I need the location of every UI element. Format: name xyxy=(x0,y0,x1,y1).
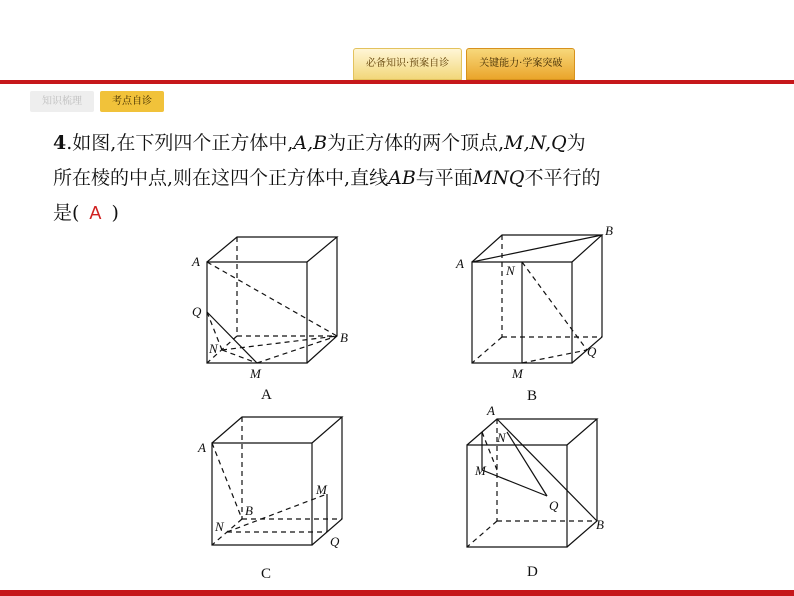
label-c-point-b: B xyxy=(245,503,253,518)
label-b-point-m: M xyxy=(512,366,523,381)
caption-c: C xyxy=(261,566,272,582)
cube-a-hidden-edges xyxy=(207,237,337,363)
cube-figure-a xyxy=(207,237,337,363)
label-c-point-a: A xyxy=(198,440,206,455)
label-d-point-n: N xyxy=(497,430,506,445)
footer-divider xyxy=(0,590,794,596)
caption-b: B xyxy=(527,388,538,404)
label-a-point-a: A xyxy=(192,254,200,269)
label-a-point-m: M xyxy=(250,366,261,381)
question-line-1: 4.如图,在下列四个正方体中,A,B为正方体的两个顶点,M,N,Q为 xyxy=(53,132,586,154)
label-b-point-q: Q xyxy=(587,344,597,359)
cube-c-front-face xyxy=(212,443,312,545)
cube-figure-b xyxy=(472,235,602,363)
tab-key-abilities[interactable]: 关键能力·学案突破 xyxy=(466,48,575,80)
question-line-2: 所在棱的中点,则在这四个正方体中,直线AB与平面MNQ不平行的 xyxy=(53,167,601,189)
label-b-point-b: B xyxy=(605,223,613,238)
cube-b-hidden-edges xyxy=(472,235,602,363)
cube-a-top-edges xyxy=(207,237,337,262)
label-a-point-b: B xyxy=(340,330,348,345)
cube-d-ab-line xyxy=(497,419,597,521)
caption-d: D xyxy=(527,564,538,580)
cube-b-ab-line xyxy=(472,235,602,262)
label-c-point-n: N xyxy=(215,519,224,534)
label-c-point-q: Q xyxy=(330,534,340,549)
subtab-knowledge-review[interactable]: 知识梳理 xyxy=(30,91,94,112)
label-d-point-a: A xyxy=(487,403,495,418)
cube-figure-c xyxy=(212,417,342,545)
label-d-point-b: B xyxy=(596,517,604,532)
label-b-point-a: A xyxy=(456,256,464,271)
cube-d-top-edges xyxy=(467,419,597,445)
question-number: 4 xyxy=(53,132,67,154)
cube-figure-d xyxy=(467,419,597,547)
answer-text: A xyxy=(89,203,102,223)
label-a-point-q: Q xyxy=(192,304,202,319)
tab-required-knowledge[interactable]: 必备知识·预案自诊 xyxy=(353,48,462,80)
cube-d-mq-line xyxy=(482,470,547,496)
label-d-point-q: Q xyxy=(549,498,559,513)
label-a-point-n: N xyxy=(209,341,218,356)
cube-c-top-edges xyxy=(212,417,342,443)
cube-d-right-edges xyxy=(567,419,597,547)
cube-c-hidden-edges xyxy=(212,417,342,545)
caption-a: A xyxy=(261,387,272,403)
question-line-3: 是( A ) xyxy=(53,202,119,224)
cube-a-front-face xyxy=(207,262,307,363)
subtab-self-check[interactable]: 考点自诊 xyxy=(100,91,164,112)
cube-d-hidden-edges xyxy=(467,419,597,547)
label-d-point-m: M xyxy=(475,463,486,478)
label-b-point-n: N xyxy=(506,263,515,278)
label-c-point-m: M xyxy=(316,482,327,497)
